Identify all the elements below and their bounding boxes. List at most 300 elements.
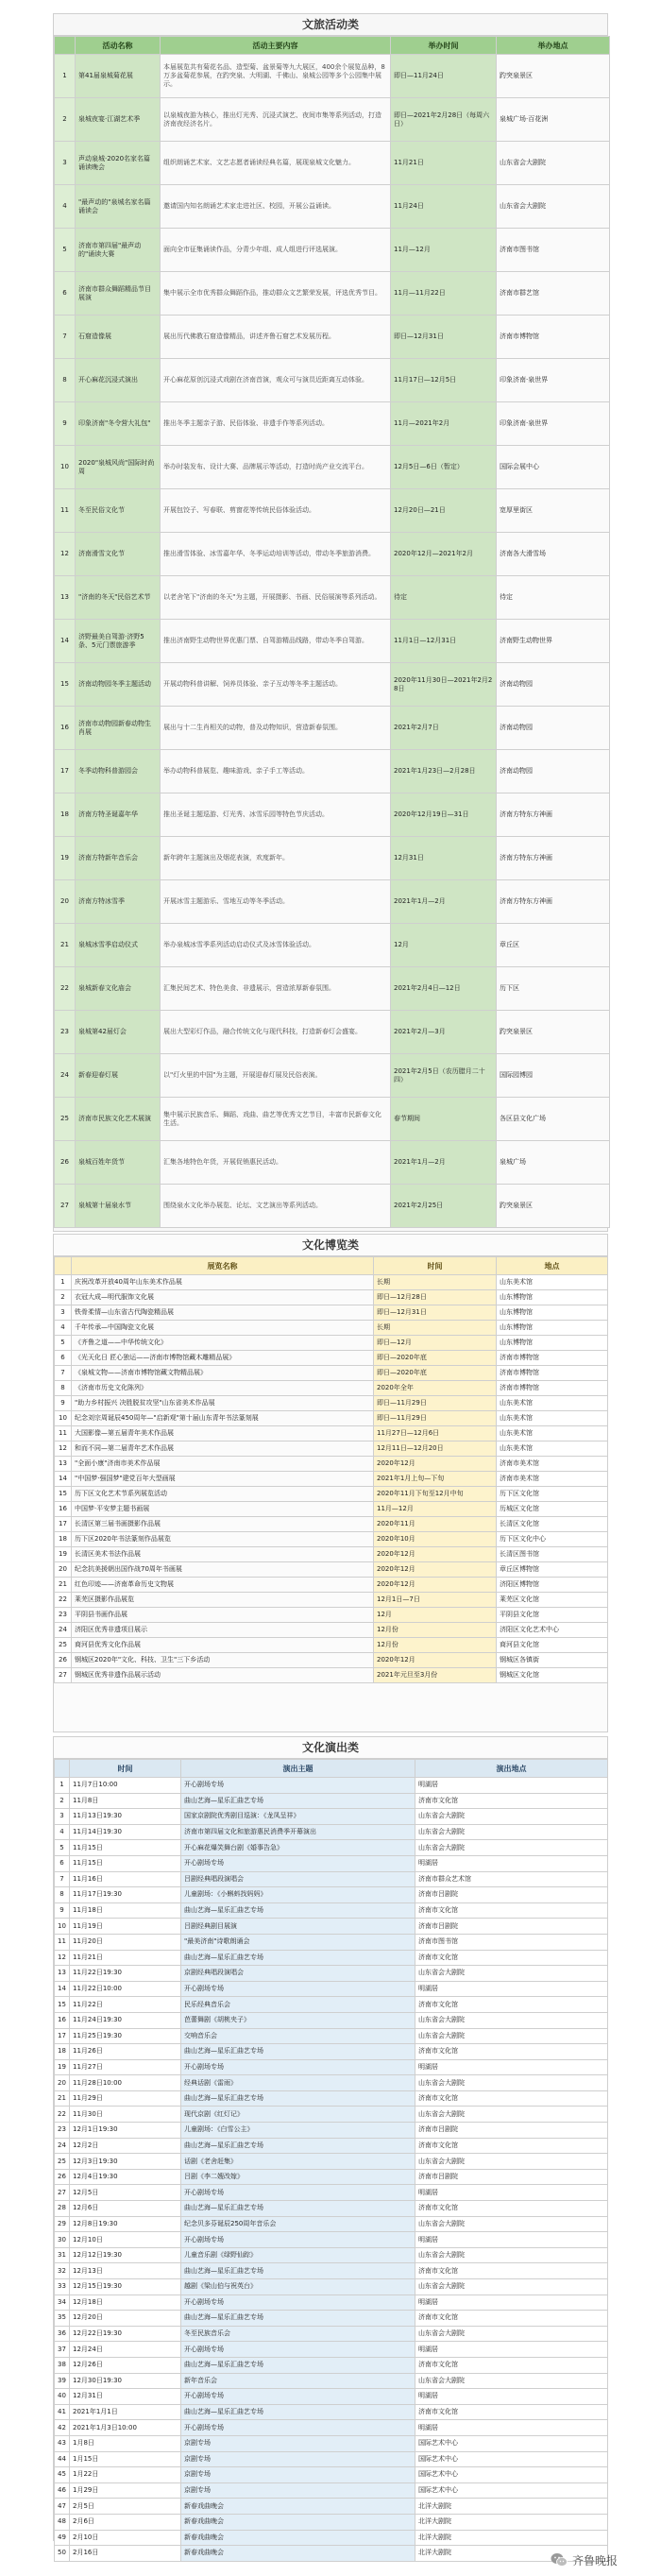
activity-no: 26 bbox=[55, 1141, 76, 1185]
performance-place: 明湖居 bbox=[415, 2389, 608, 2405]
exposition-no: 11 bbox=[55, 1426, 72, 1442]
expositions-header-time: 时间 bbox=[374, 1257, 497, 1275]
performance-place: 济南市文化馆 bbox=[415, 2201, 608, 2217]
exposition-row bbox=[55, 1502, 608, 1517]
activity-content: 组织朗诵艺术家、文艺志愿者诵读经典名篇，展现泉城文化魅力。 bbox=[161, 142, 391, 185]
activity-place: 山东省会大剧院 bbox=[497, 185, 610, 229]
performance-no: 9 bbox=[55, 1902, 70, 1919]
performance-time: 11月18日 bbox=[70, 1902, 181, 1919]
performance-show: 曲山艺海—星乐汇曲艺专场 bbox=[181, 2404, 415, 2420]
exposition-time: 11月27日—12月6日 bbox=[374, 1426, 497, 1442]
performance-no: 31 bbox=[55, 2247, 70, 2263]
exposition-time: 2020年12月 bbox=[374, 1457, 497, 1472]
activity-no: 5 bbox=[55, 229, 76, 272]
performance-place: 济南市文化馆 bbox=[415, 2090, 608, 2107]
activity-time: 11月—12月 bbox=[391, 229, 497, 272]
exposition-place: 济南市博物馆 bbox=[497, 1351, 608, 1366]
activity-place: 印象济南·泉世界 bbox=[497, 402, 610, 446]
performance-row bbox=[55, 2404, 608, 2420]
exposition-no: 23 bbox=[55, 1608, 72, 1623]
performance-place: 明湖居 bbox=[415, 2232, 608, 2248]
activity-content: 本届展览共有菊花名品、造型菊、盆景菊等九大展区，400余个展览品种，8万多盆菊花参展，在趵突泉、大明湖、千佛山、泉城公园等多个公园集中展示。 bbox=[161, 55, 391, 98]
performance-no: 11 bbox=[55, 1934, 70, 1950]
performance-row bbox=[55, 2154, 608, 2170]
performance-row bbox=[55, 1902, 608, 1919]
activity-row bbox=[55, 55, 610, 98]
performance-no: 5 bbox=[55, 1840, 70, 1856]
performance-place: 明湖居 bbox=[415, 2295, 608, 2311]
exposition-row bbox=[55, 1668, 608, 1683]
activity-time: 2021年1月—2月 bbox=[391, 1141, 497, 1185]
performance-show: 京剧专场 bbox=[181, 2482, 415, 2499]
performances-header-row bbox=[55, 1760, 608, 1778]
exposition-place: 济南市博物馆 bbox=[497, 1381, 608, 1396]
activity-time: 11月1日—12月31日 bbox=[391, 620, 497, 663]
performance-no: 13 bbox=[55, 1966, 70, 1982]
activities-header-content: 活动主要内容 bbox=[161, 37, 391, 55]
activity-row bbox=[55, 446, 610, 489]
activity-row bbox=[55, 793, 610, 837]
activity-row bbox=[55, 750, 610, 793]
performance-show: 话剧《老舍赶集》 bbox=[181, 2154, 415, 2170]
performance-show: 新年音乐会 bbox=[181, 2373, 415, 2389]
performance-place: 山东省会大剧院 bbox=[415, 2028, 608, 2044]
exposition-place: 山东美术馆 bbox=[497, 1411, 608, 1426]
exposition-no: 4 bbox=[55, 1321, 72, 1336]
activity-content: 围绕泉水文化举办展览、论坛、文艺演出等系列活动。 bbox=[161, 1185, 391, 1228]
activity-time: 11月17日—12月5日 bbox=[391, 359, 497, 402]
activity-name: 开心麻花沉浸式演出 bbox=[76, 359, 161, 402]
activity-row bbox=[55, 533, 610, 576]
exposition-time: 即日—12月31日 bbox=[374, 1305, 497, 1321]
activity-place: 待定 bbox=[497, 576, 610, 620]
performance-show: 开心剧场专场 bbox=[181, 2059, 415, 2075]
performance-show: 曲山艺海—星乐汇曲艺专场 bbox=[181, 2201, 415, 2217]
performance-show: "最美济南"诗歌朗诵会 bbox=[181, 1934, 415, 1950]
exposition-name: 莱芜区摄影作品展览 bbox=[72, 1593, 374, 1608]
performance-show: 曲山艺海—星乐汇曲艺专场 bbox=[181, 1793, 415, 1809]
performance-show: 新春戏曲晚会 bbox=[181, 2546, 415, 2562]
exposition-time: 2020年12月 bbox=[374, 1562, 497, 1578]
activity-row bbox=[55, 1098, 610, 1141]
performance-row bbox=[55, 1809, 608, 1825]
activity-no: 25 bbox=[55, 1098, 76, 1141]
wechat-icon bbox=[551, 2552, 568, 2567]
performance-place: 济南市群众艺术馆 bbox=[415, 1871, 608, 1887]
performance-time: 11月21日 bbox=[70, 1950, 181, 1966]
expositions-section bbox=[53, 1234, 608, 1732]
performance-time: 12月26日 bbox=[70, 2357, 181, 2373]
exposition-time: 即日—11月29日 bbox=[374, 1396, 497, 1411]
exposition-time: 12月 bbox=[374, 1608, 497, 1623]
performance-time: 11月20日 bbox=[70, 1934, 181, 1950]
expositions-header-row bbox=[55, 1257, 608, 1275]
exposition-time: 即日—11月29日 bbox=[374, 1411, 497, 1426]
performance-row bbox=[55, 2295, 608, 2311]
activity-name: 济南方特冰雪季 bbox=[76, 880, 161, 924]
activity-content: 以泉城夜游为核心，推出灯光秀、沉浸式演艺、夜间市集等系列活动，打造济南夜经济名片。 bbox=[161, 98, 391, 142]
exposition-time: 即日—2020年底 bbox=[374, 1366, 497, 1381]
exposition-row bbox=[55, 1487, 608, 1502]
activity-content: 以老舍笔下"济南的冬天"为主题，开展摄影、书画、民俗展演等系列活动。 bbox=[161, 576, 391, 620]
activity-time: 2020年11月30日—2021年2月28日 bbox=[391, 663, 497, 707]
activity-place: 济南方特东方神画 bbox=[497, 837, 610, 880]
performance-time: 12月31日 bbox=[70, 2389, 181, 2405]
performance-row bbox=[55, 2514, 608, 2530]
activity-name: 济南动物园冬季主题活动 bbox=[76, 663, 161, 707]
performance-time: 12月2日 bbox=[70, 2138, 181, 2154]
performance-no: 30 bbox=[55, 2232, 70, 2248]
performance-no: 34 bbox=[55, 2295, 70, 2311]
activity-place: 济南动物园 bbox=[497, 707, 610, 750]
performance-show: 开心剧场专场 bbox=[181, 1778, 415, 1794]
performance-no: 48 bbox=[55, 2514, 70, 2530]
performance-show: 儿童剧场：《小蝌蚪找妈妈》 bbox=[181, 1887, 415, 1903]
performance-no: 15 bbox=[55, 1997, 70, 2013]
brand-name: 齐鲁晚报 bbox=[571, 2553, 618, 2567]
performance-place: 济南市文化馆 bbox=[415, 1902, 608, 1919]
exposition-name: 庆祝改革开放40周年山东美术作品展 bbox=[72, 1275, 374, 1290]
brand-watermark bbox=[551, 2550, 618, 2569]
performance-row bbox=[55, 2482, 608, 2499]
performance-row bbox=[55, 1824, 608, 1840]
performance-show: 曲山艺海—星乐汇曲艺专场 bbox=[181, 1902, 415, 1919]
activity-time: 11月24日 bbox=[391, 185, 497, 229]
exposition-no: 26 bbox=[55, 1653, 72, 1668]
activity-place: 济南动物园 bbox=[497, 750, 610, 793]
performance-row bbox=[55, 1871, 608, 1887]
performance-no: 6 bbox=[55, 1855, 70, 1871]
activity-content: 举办时装发布、设计大赛、品牌展示等活动，打造时尚产业交流平台。 bbox=[161, 446, 391, 489]
activity-place: 济南市图书馆 bbox=[497, 229, 610, 272]
activity-place: 宽厚里街区 bbox=[497, 489, 610, 533]
performance-time: 12月10日 bbox=[70, 2232, 181, 2248]
performance-row bbox=[55, 2075, 608, 2091]
performance-row bbox=[55, 2342, 608, 2358]
performance-no: 2 bbox=[55, 1793, 70, 1809]
performance-place: 山东省会大剧院 bbox=[415, 2216, 608, 2232]
activity-row bbox=[55, 1185, 610, 1228]
performance-place: 山东省会大剧院 bbox=[415, 1840, 608, 1856]
activity-time: 2021年2月25日 bbox=[391, 1185, 497, 1228]
performance-row bbox=[55, 2138, 608, 2154]
activity-row bbox=[55, 837, 610, 880]
activity-no: 18 bbox=[55, 793, 76, 837]
activity-row bbox=[55, 142, 610, 185]
performance-show: 冬至民族音乐会 bbox=[181, 2326, 415, 2342]
performance-no: 36 bbox=[55, 2326, 70, 2342]
performance-no: 10 bbox=[55, 1919, 70, 1935]
activity-row bbox=[55, 272, 610, 316]
activity-no: 12 bbox=[55, 533, 76, 576]
exposition-no: 24 bbox=[55, 1623, 72, 1638]
activity-content: 开心麻花原创沉浸式戏剧在济南首演，观众可与演员近距离互动体验。 bbox=[161, 359, 391, 402]
performance-row bbox=[55, 2451, 608, 2467]
performance-place: 济南市文化馆 bbox=[415, 1950, 608, 1966]
exposition-name: 中国梦·平安梦主题书画展 bbox=[72, 1502, 374, 1517]
performance-show: 曲山艺海—星乐汇曲艺专场 bbox=[181, 2090, 415, 2107]
activity-no: 16 bbox=[55, 707, 76, 750]
exposition-place: 济南市美术馆 bbox=[497, 1472, 608, 1487]
activities-section bbox=[53, 13, 608, 1232]
activity-no: 1 bbox=[55, 55, 76, 98]
activity-place: 历下区 bbox=[497, 967, 610, 1011]
activity-name: 济南市群众舞蹈精品节目展演 bbox=[76, 272, 161, 316]
performance-place: 济南市吕剧院 bbox=[415, 1887, 608, 1903]
activity-time: 即日—12月31日 bbox=[391, 316, 497, 359]
performance-no: 16 bbox=[55, 2012, 70, 2028]
exposition-name: 纪念刘宗周诞辰450周年—"启新观"第十届山东青年书法篆刻展 bbox=[72, 1411, 374, 1426]
performance-show: 开心麻花爆笑舞台剧《婚事告急》 bbox=[181, 1840, 415, 1856]
activity-name: "最声动的"泉城名家名篇诵读会 bbox=[76, 185, 161, 229]
performance-no: 25 bbox=[55, 2154, 70, 2170]
performance-no: 14 bbox=[55, 1981, 70, 1997]
performances-header-show: 演出主题 bbox=[181, 1760, 415, 1778]
performance-time: 11月14日19:30 bbox=[70, 1824, 181, 1840]
performance-row bbox=[55, 2107, 608, 2123]
exposition-time: 11月—12月 bbox=[374, 1502, 497, 1517]
performance-row bbox=[55, 2311, 608, 2327]
performance-place: 国际艺术中心 bbox=[415, 2435, 608, 2451]
performance-time: 11月22日 bbox=[70, 1997, 181, 2013]
exposition-name: "助力乡村振兴 决胜脱贫攻坚"山东省美术作品展 bbox=[72, 1396, 374, 1411]
activity-time: 12月5日—6日（暂定） bbox=[391, 446, 497, 489]
exposition-row bbox=[55, 1305, 608, 1321]
performance-show: 越剧《梁山伯与祝英台》 bbox=[181, 2279, 415, 2295]
performance-time: 11月30日 bbox=[70, 2107, 181, 2123]
performance-row bbox=[55, 2216, 608, 2232]
performance-show: 国家京剧院优秀剧目巡演：《龙凤呈祥》 bbox=[181, 1809, 415, 1825]
performances-header-time: 时间 bbox=[70, 1760, 181, 1778]
exposition-time: 2020年12月 bbox=[374, 1578, 497, 1593]
performance-show: 新春戏曲晚会 bbox=[181, 2514, 415, 2530]
activity-no: 19 bbox=[55, 837, 76, 880]
activity-content: 面向全市征集诵读作品，分青少年组、成人组进行评选展演。 bbox=[161, 229, 391, 272]
performance-row bbox=[55, 2201, 608, 2217]
exposition-place: 长清区图书馆 bbox=[497, 1547, 608, 1562]
exposition-name: 长清区美术书法作品展 bbox=[72, 1547, 374, 1562]
performance-row bbox=[55, 1950, 608, 1966]
performance-place: 山东省会大剧院 bbox=[415, 2075, 608, 2091]
performance-show: 新春戏曲晚会 bbox=[181, 2530, 415, 2546]
performance-time: 12月8日19:30 bbox=[70, 2216, 181, 2232]
performance-row bbox=[55, 2546, 608, 2562]
performance-place: 济南市文化馆 bbox=[415, 2263, 608, 2279]
exposition-place: 山东美术馆 bbox=[497, 1426, 608, 1442]
exposition-time: 2021年元旦至3月份 bbox=[374, 1668, 497, 1683]
performance-show: 曲山艺海—星乐汇曲艺专场 bbox=[181, 2357, 415, 2373]
performance-place: 济南市吕剧院 bbox=[415, 1919, 608, 1935]
activity-time: 12月20日—21日 bbox=[391, 489, 497, 533]
performance-place: 山东省会大剧院 bbox=[415, 1809, 608, 1825]
performance-no: 32 bbox=[55, 2263, 70, 2279]
performance-row bbox=[55, 1840, 608, 1856]
activity-row bbox=[55, 98, 610, 142]
performance-no: 40 bbox=[55, 2389, 70, 2405]
exposition-name: 《济南市历史文化陈列》 bbox=[72, 1381, 374, 1396]
activity-row bbox=[55, 1054, 610, 1098]
exposition-place: 历下区文化馆 bbox=[497, 1487, 608, 1502]
activity-time: 2020年12月19日—31日 bbox=[391, 793, 497, 837]
performance-time: 11月7日10:00 bbox=[70, 1778, 181, 1794]
exposition-row bbox=[55, 1547, 608, 1562]
exposition-name: 铁骨柔情—山东省古代陶瓷精品展 bbox=[72, 1305, 374, 1321]
performance-row bbox=[55, 2530, 608, 2546]
activity-place: 趵突泉景区 bbox=[497, 1185, 610, 1228]
exposition-row bbox=[55, 1623, 608, 1638]
performance-show: 开心剧场专场 bbox=[181, 2232, 415, 2248]
performance-no: 3 bbox=[55, 1809, 70, 1825]
activities-table bbox=[54, 36, 610, 1228]
performance-no: 46 bbox=[55, 2482, 70, 2499]
performance-time: 12月13日 bbox=[70, 2263, 181, 2279]
activity-name: 济南市民族文化艺术展演 bbox=[76, 1098, 161, 1141]
performance-time: 12月30日19:30 bbox=[70, 2373, 181, 2389]
activity-no: 7 bbox=[55, 316, 76, 359]
exposition-place: 钢城区各镇街 bbox=[497, 1653, 608, 1668]
performance-row bbox=[55, 2059, 608, 2075]
performance-place: 国际艺术中心 bbox=[415, 2451, 608, 2467]
performance-place: 济南市吕剧院 bbox=[415, 2123, 608, 2139]
exposition-row bbox=[55, 1472, 608, 1487]
performance-no: 42 bbox=[55, 2420, 70, 2436]
exposition-no: 21 bbox=[55, 1578, 72, 1593]
performance-time: 12月5日 bbox=[70, 2185, 181, 2201]
activity-name: 济南方特圣诞嘉年华 bbox=[76, 793, 161, 837]
activity-no: 14 bbox=[55, 620, 76, 663]
activity-place: 济南方特东方神画 bbox=[497, 880, 610, 924]
exposition-row bbox=[55, 1457, 608, 1472]
activity-name: 印象济南"冬令营大礼包" bbox=[76, 402, 161, 446]
activity-row bbox=[55, 620, 610, 663]
activity-content: 以"灯火里的中国"为主题，开展迎春灯展及民俗表演。 bbox=[161, 1054, 391, 1098]
performance-place: 明湖居 bbox=[415, 2420, 608, 2436]
performance-no: 33 bbox=[55, 2279, 70, 2295]
performance-no: 20 bbox=[55, 2075, 70, 2091]
activity-no: 17 bbox=[55, 750, 76, 793]
activity-name: 2020"泉城风尚"国际时尚周 bbox=[76, 446, 161, 489]
activity-no: 4 bbox=[55, 185, 76, 229]
performance-no: 49 bbox=[55, 2530, 70, 2546]
activities-header-time: 举办时间 bbox=[391, 37, 497, 55]
performance-time: 12月15日19:30 bbox=[70, 2279, 181, 2295]
exposition-row bbox=[55, 1562, 608, 1578]
activity-name: 泉城夜宴·江湖艺术季 bbox=[76, 98, 161, 142]
exposition-no: 2 bbox=[55, 1290, 72, 1305]
performance-no: 45 bbox=[55, 2467, 70, 2483]
exposition-name: 钢城区2020年"文化、科技、卫生"三下乡活动 bbox=[72, 1653, 374, 1668]
exposition-no: 9 bbox=[55, 1396, 72, 1411]
performance-show: 新春戏曲晚会 bbox=[181, 2499, 415, 2515]
activity-name: 济南方特新年音乐会 bbox=[76, 837, 161, 880]
exposition-no: 3 bbox=[55, 1305, 72, 1321]
activity-name: 济南市第四届"最声动的"诵读大赛 bbox=[76, 229, 161, 272]
exposition-place: 平阴县文化馆 bbox=[497, 1608, 608, 1623]
performances-section bbox=[53, 1736, 608, 2557]
performance-time: 11月13日19:30 bbox=[70, 1809, 181, 1825]
exposition-row bbox=[55, 1593, 608, 1608]
exposition-row bbox=[55, 1396, 608, 1411]
performance-no: 44 bbox=[55, 2451, 70, 2467]
performance-place: 济南市文化馆 bbox=[415, 2044, 608, 2060]
activity-content: 开展包饺子、写春联、剪窗花等传统民俗体验活动。 bbox=[161, 489, 391, 533]
performance-place: 山东省会大剧院 bbox=[415, 2154, 608, 2170]
performance-time: 11月28日10:00 bbox=[70, 2075, 181, 2091]
performance-no: 19 bbox=[55, 2059, 70, 2075]
activity-time: 2021年2月5日（农历腊月二十四） bbox=[391, 1054, 497, 1098]
activity-row bbox=[55, 402, 610, 446]
performance-show: 民乐经典音乐会 bbox=[181, 1997, 415, 2013]
performance-place: 明湖居 bbox=[415, 1778, 608, 1794]
activity-place: 趵突泉景区 bbox=[497, 55, 610, 98]
performance-row bbox=[55, 2326, 608, 2342]
performance-show: 济南市第四届文化和旅游惠民消费季开幕演出 bbox=[181, 1824, 415, 1840]
activity-name: 新春迎春灯展 bbox=[76, 1054, 161, 1098]
performance-row bbox=[55, 2263, 608, 2279]
exposition-place: 济南市美术馆 bbox=[497, 1457, 608, 1472]
exposition-place: 济阳区博物馆 bbox=[497, 1578, 608, 1593]
activity-no: 2 bbox=[55, 98, 76, 142]
performance-place: 山东省会大剧院 bbox=[415, 1824, 608, 1840]
performance-time: 12月4日19:30 bbox=[70, 2169, 181, 2185]
exposition-place: 山东美术馆 bbox=[497, 1275, 608, 1290]
exposition-time: 即日—12月28日 bbox=[374, 1290, 497, 1305]
performance-show: 芭蕾舞剧《胡桃夹子》 bbox=[181, 2012, 415, 2028]
activity-time: 2021年2月4日—12日 bbox=[391, 967, 497, 1011]
performance-row bbox=[55, 2420, 608, 2436]
exposition-name: "中国梦·强国梦"建党百年大型画展 bbox=[72, 1472, 374, 1487]
activities-header-row bbox=[55, 37, 610, 55]
activity-no: 15 bbox=[55, 663, 76, 707]
performance-place: 济南市文化馆 bbox=[415, 2357, 608, 2373]
performance-row bbox=[55, 2232, 608, 2248]
expositions-table bbox=[54, 1256, 608, 1683]
exposition-time: 即日—2020年底 bbox=[374, 1351, 497, 1366]
performance-place: 山东省会大剧院 bbox=[415, 2373, 608, 2389]
performance-time: 12月24日 bbox=[70, 2342, 181, 2358]
activity-row bbox=[55, 185, 610, 229]
exposition-no: 8 bbox=[55, 1381, 72, 1396]
exposition-name: 历下区2020年书法篆刻作品展览 bbox=[72, 1532, 374, 1547]
performance-row bbox=[55, 2435, 608, 2451]
exposition-no: 7 bbox=[55, 1366, 72, 1381]
performance-time: 12月1日19:30 bbox=[70, 2123, 181, 2139]
expositions-title: 文化博览类 bbox=[54, 1235, 607, 1256]
performance-row bbox=[55, 1855, 608, 1871]
activity-no: 27 bbox=[55, 1185, 76, 1228]
performance-row bbox=[55, 2185, 608, 2201]
performance-row bbox=[55, 2357, 608, 2373]
activity-time: 2020年12月—2021年2月 bbox=[391, 533, 497, 576]
exposition-row bbox=[55, 1532, 608, 1547]
activity-time: 11月21日 bbox=[391, 142, 497, 185]
activity-no: 20 bbox=[55, 880, 76, 924]
exposition-no: 1 bbox=[55, 1275, 72, 1290]
activity-time: 2021年1月—2月 bbox=[391, 880, 497, 924]
performance-time: 12月3日19:30 bbox=[70, 2154, 181, 2170]
performance-show: 京剧专场 bbox=[181, 2435, 415, 2451]
performance-place: 济南市文化馆 bbox=[415, 2138, 608, 2154]
exposition-time: 2020年10月 bbox=[374, 1532, 497, 1547]
activities-header-place: 举办地点 bbox=[497, 37, 610, 55]
activity-content: 开展动物科普讲解、饲养员体验、亲子互动等冬季主题活动。 bbox=[161, 663, 391, 707]
activity-no: 13 bbox=[55, 576, 76, 620]
exposition-no: 25 bbox=[55, 1638, 72, 1653]
performance-place: 明湖居 bbox=[415, 1981, 608, 1997]
performance-row bbox=[55, 1778, 608, 1794]
expositions-header-name: 展览名称 bbox=[72, 1257, 374, 1275]
exposition-row bbox=[55, 1411, 608, 1426]
